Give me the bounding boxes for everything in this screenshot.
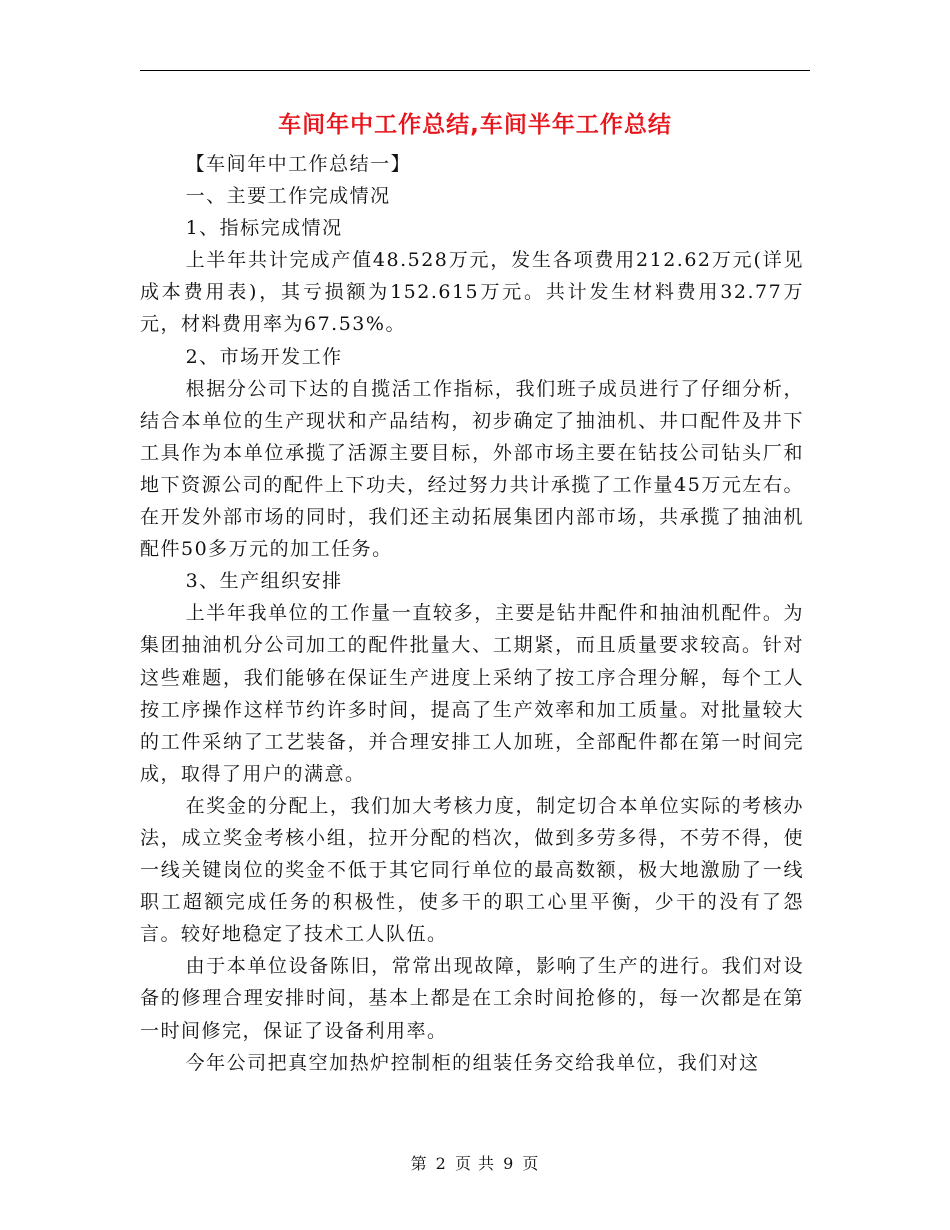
heading-production: 3、生产组织安排 [185, 570, 343, 593]
document-body [140, 148, 804, 1079]
heading-indicators: 1、指标完成情况 [185, 217, 343, 240]
heading-market: 2、市场开发工作 [185, 345, 343, 368]
header-rule [140, 70, 810, 71]
section-heading: 【车间年中工作总结一】 [185, 153, 412, 175]
paragraph-equipment: 由于本单位设备陈旧，常常出现故障，影响了生产的进行。我们对设备的修理合理安排时间，基本上都是在工余时间抢修的，每一次都是在第一时间修完，保证了设备利用率。 [140, 955, 804, 1042]
paragraph-market: 根据分公司下达的自揽活工作指标，我们班子成员进行了仔细分析，结合本单位的生产现状和产品结构，初步确定了抽油机、井口配件及井下工具作为本单位承揽了活源主要目标，外部市场主要在钻技公司钻头厂和地下资源公司的配件上下功夫，经过努力共计承揽了工作量45万元左右。在开发外部市场的同时，我们还主动拓展集团内部市场，共承揽了抽油机配件50多万元的加工任务。 [140, 377, 804, 561]
footer-page-number: 2 [435, 1154, 447, 1173]
paragraph-indicators: 上半年共计完成产值48.528万元，发生各项费用212.62万元(详见成本费用表)，其亏损额为152.615万元。共计发生材料费用32.77万元，材料费用率为67.53%。 [140, 249, 804, 336]
page-footer [0, 1152, 950, 1176]
footer-total-pages: 9 [503, 1154, 515, 1173]
footer-middle: 页 共 [454, 1154, 496, 1173]
paragraph-vacuum-furnace: 今年公司把真空加热炉控制柜的组装任务交给我单位，我们对这 [185, 1051, 760, 1074]
heading-main-work: 一、主要工作完成情况 [185, 185, 391, 208]
paragraph-bonus: 在奖金的分配上，我们加大考核力度，制定切合本单位实际的考核办法，成立奖金考核小组，拉开分配的档次，做到多劳多得，不劳不得，使一线关键岗位的奖金不低于其它同行单位的最高数额，极大地激励了一线职工超额完成任务的积极性，使多干的职工心里平衡，少干的没有了怨言。较好地稳定了技术工人队伍。 [140, 794, 804, 946]
footer-prefix: 第 [410, 1154, 428, 1173]
document-title: 车间年中工作总结,车间半年工作总结 [278, 112, 672, 138]
paragraph-production: 上半年我单位的工作量一直较多，主要是钻井配件和抽油机配件。为集团抽油机分公司加工的配件批量大、工期紧，而且质量要求较高。针对这些难题，我们能够在保证生产进度上采纳了按工序合理分解，每个工人按工序操作这样节约许多时间，提高了生产效率和加工质量。对批量较大的工件采纳了工艺装备，并合理安排工人加班，全部配件都在第一时间完成，取得了用户的满意。 [140, 602, 804, 785]
footer-suffix: 页 [522, 1154, 540, 1173]
